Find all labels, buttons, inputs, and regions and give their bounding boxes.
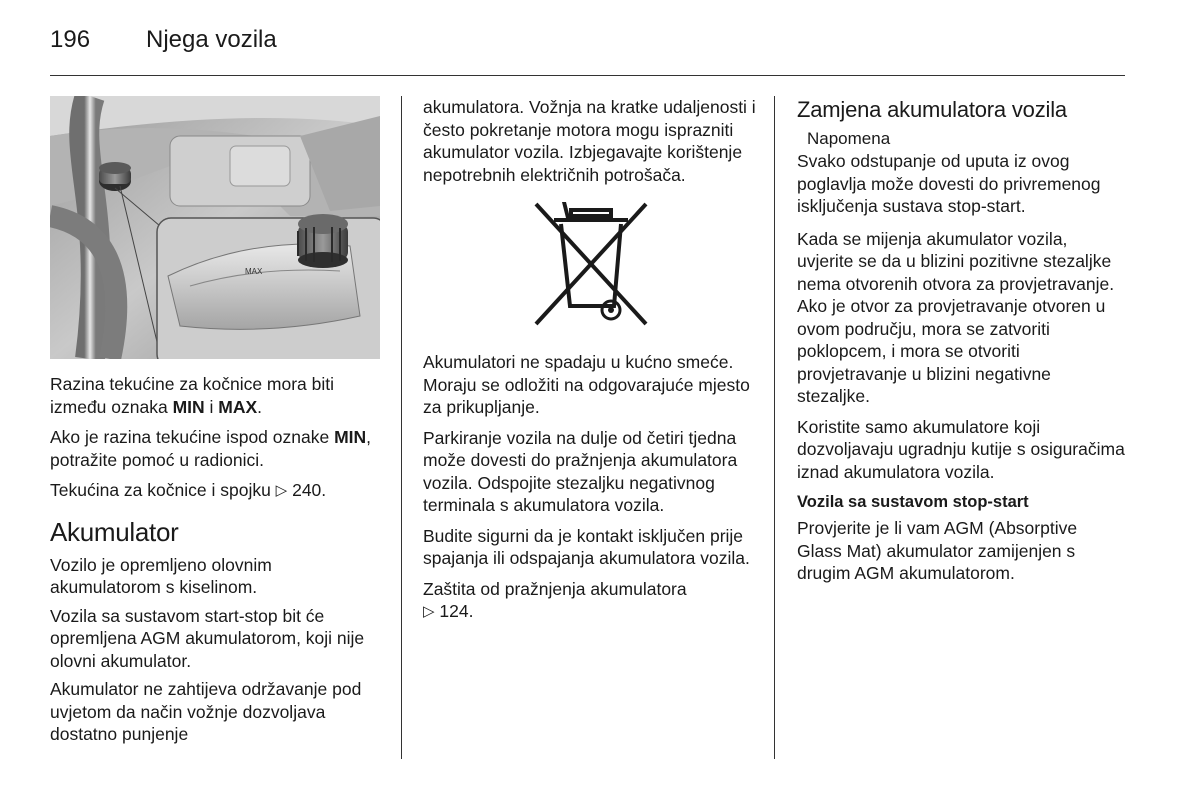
replacement-paragraph-1: Kada se mijenja akumulator vozila, uvjerite se da u blizini pozitivne stezaljke nema otvorenih otvora za provjetravanje. Ako je otvor za provjetravanje otvoren u ovom području, mora se zatvoriti poklopcem, i mora se otvoriti provjetravanje u blizini negativne stezaljke. bbox=[797, 228, 1115, 406]
min-mark: MIN bbox=[172, 396, 205, 417]
section-heading-battery: Akumulator bbox=[50, 516, 179, 547]
column-3 bbox=[797, 96, 1125, 593]
column-2 bbox=[423, 96, 758, 633]
battery-paragraph-1: Vozilo je opremljeno olovnim akumulatorom s kiselinom. bbox=[50, 554, 272, 597]
section-heading-battery-replacement: Zamjena akumulatora vozila bbox=[797, 97, 1067, 122]
page-header bbox=[50, 26, 277, 54]
replacement-paragraph-2: Koristite samo akumulatore koji dozvoljavaju ugradnju kutije s osiguračima iznad akumulatora vozila. bbox=[797, 416, 1125, 482]
battery-paragraph-3: Akumulator ne zahtijeva održavanje pod uvjetom da način vožnje dozvoljava dostatno punjenje bbox=[50, 679, 362, 744]
disposal-paragraph: Akumulatori ne spadaju u kućno smeće. Moraju se odložiti na odgovarajuće mjesto za prikupljanje. bbox=[423, 352, 750, 417]
ignition-paragraph: Budite sigurni da je kontakt isključen prije spajanja ili odspajanja akumulatora vozila. bbox=[423, 525, 750, 568]
note-body: Svako odstupanje od uputa iz ovog poglavlja može dovesti do privremenog isključenja sustava stop-start. bbox=[797, 151, 1101, 216]
max-mark: MAX bbox=[218, 396, 258, 417]
column-1 bbox=[50, 373, 385, 754]
page-reference-link[interactable]: 124. bbox=[434, 601, 474, 621]
stop-start-paragraph: Provjerite je li vam AGM (Absorptive Glass Mat) akumulator zamijenjen s drugim AGM akumulatorom. bbox=[797, 518, 1078, 583]
page-reference-link[interactable]: 240. bbox=[287, 480, 327, 500]
stop-start-heading: Vozila sa sustavom stop-start bbox=[797, 493, 1029, 511]
note-title: Napomena bbox=[807, 129, 891, 148]
battery-paragraph-2: Vozila sa sustavom start-stop bit će opremljena AGM akumulatorom, koji nije olovni akumulator. bbox=[50, 605, 365, 671]
low-fluid-paragraph: Ako je razina tekućine ispod oznake MIN, potražite pomoć u radionici. bbox=[50, 427, 372, 470]
header-rule bbox=[50, 75, 1125, 76]
discharge-protection-reference: Zaštita od pražnjenja akumulatora ▷ 124. bbox=[423, 578, 687, 621]
page-reference-icon: ▷ bbox=[423, 603, 435, 620]
brake-fluid-reference: Tekućina za kočnice i spojku ▷ 240. bbox=[50, 480, 327, 500]
parking-paragraph: Parkiranje vozila na dulje od četiri tjedna može dovesti do pražnjenja akumulatora vozila. Odspojite stezaljku negativnog terminala s akumulatora vozila. bbox=[423, 427, 738, 515]
reservoir-max-label: MAX bbox=[245, 267, 263, 276]
page-reference-icon: ▷ bbox=[275, 482, 288, 499]
crossed-out-bin-icon bbox=[526, 198, 656, 333]
min-mark-2: MIN bbox=[334, 427, 367, 447]
battery-paragraph-continued: akumulatora. Vožnja na kratke udaljenosti i često pokretanje motora mogu isprazniti akumulator vozila. Izbjegavajte korištenje nepotrebnih električnih potrošača. bbox=[423, 97, 756, 185]
page-number: 196 bbox=[50, 26, 91, 53]
brake-fluid-reservoir-image bbox=[50, 96, 380, 359]
figure-caption: Razina tekućine za kočnice mora biti između oznaka MIN i MAX. bbox=[50, 374, 335, 417]
column-divider-1 bbox=[401, 96, 402, 759]
column-divider-2 bbox=[774, 96, 775, 759]
chapter-title: Njega vozila bbox=[146, 26, 277, 53]
